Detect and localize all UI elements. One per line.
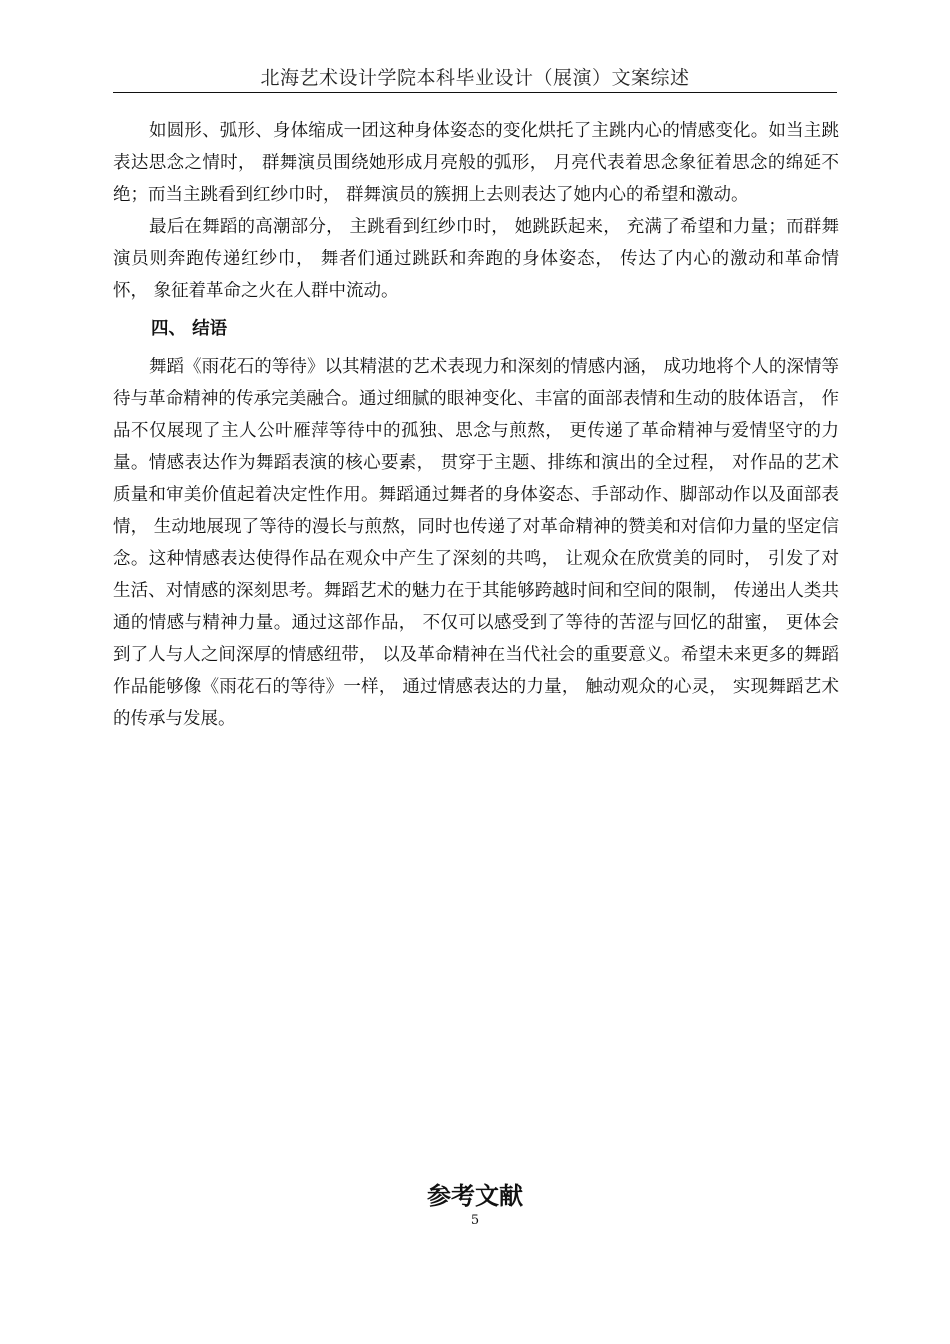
section-heading-conclusion: 四、 结语 [151,319,228,339]
references-title: 参考文献 [427,1182,523,1210]
page-header-title: 北海艺术设计学院本科毕业设计（展演）文案综述 [260,67,690,89]
paragraph-climax: 最后在舞蹈的高潮部分， 主跳看到红纱巾时， 她跳跃起来， 充满了希望和力量；而群舞演员则奔跑传递红纱巾， 舞者们通过跳跃和奔跑的身体姿态， 传达了内心的激动和革命情怀， 象征着革命之火在人群中流动。 [113,217,839,301]
header-divider [113,92,837,93]
paragraph-body-posture: 如圆形、弧形、身体缩成一团这种身体姿态的变化烘托了主跳内心的情感变化。如当主跳表达思念之情时， 群舞演员围绕她形成月亮般的弧形， 月亮代表着思念象征着思念的绵延不绝；而当主跳看到红纱巾时， 群舞演员的簇拥上去则表达了她内心的希望和激动。 [113,121,839,205]
page-number: 5 [470,1213,480,1228]
paragraph-conclusion: 舞蹈《雨花石的等待》以其精湛的艺术表现力和深刻的情感内涵， 成功地将个人的深情等待与革命精神的传承完美融合。通过细腻的眼神变化、丰富的面部表情和生动的肢体语言， 作品不仅展现了主人公叶雁萍等待中的孤独、思念与煎熬， 更传递了革命精神与爱情坚守的力量。情感表达作为舞蹈表演的核心要素， 贯穿于主题、排练和演出的全过程， 对作品的艺术质量和审美价值起着决定性作用。舞蹈通过舞者的身体姿态、手部动作、脚部动作以及面部表情， 生动地展现了等待的漫长与煎熬，同时也传递了对革命精神的赞美和对信仰力量的坚定信念。这种情感表达使得作品在观众中产生了深刻的共鸣， 让观众在欣赏美的同时， 引发了对生活、对情感的深刻思考。舞蹈艺术的魅力在于其能够跨越时间和空间的限制， 传递出人类共通的情感与精神力量。通过这部作品， 不仅可以感受到了等待的苦涩与回忆的甜蜜， 更体会到了人与人之间深厚的情感纽带， 以及革命精神在当代社会的重要意义。希望未来更多的舞蹈作品能够像《雨花石的等待》一样， 通过情感表达的力量， 触动观众的心灵， 实现舞蹈艺术的传承与发展。 [113,357,839,729]
document-body [113,115,839,735]
